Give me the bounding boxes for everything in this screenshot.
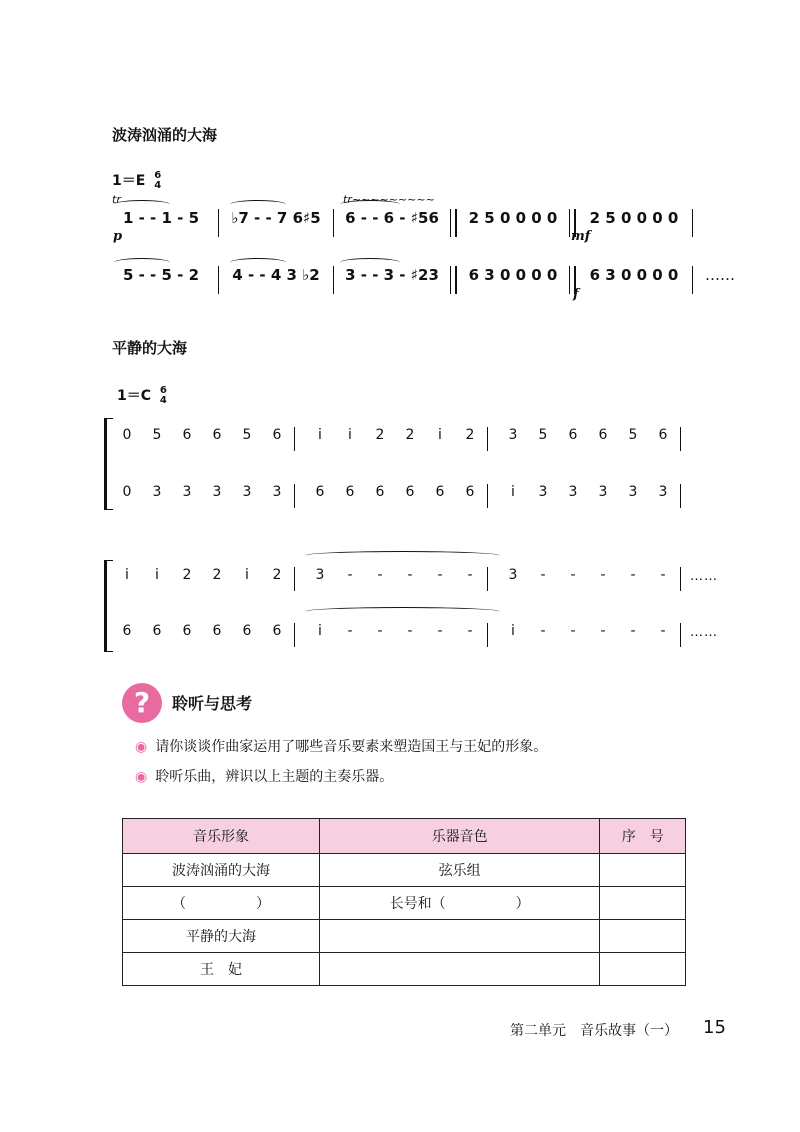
measure: ♭7 - - 7 6♯5 — [231, 209, 321, 227]
continuation-ellipsis: …… — [705, 266, 735, 284]
note: 6 — [242, 623, 252, 639]
note: 2 — [182, 567, 192, 583]
note: 6 — [182, 427, 192, 443]
note: 6 — [345, 484, 355, 500]
table-cell[interactable]: （ ） — [123, 887, 320, 920]
note: 3 — [315, 567, 325, 583]
section1-time-top: 6 — [154, 170, 162, 181]
double-barline — [450, 209, 457, 237]
barline — [487, 567, 488, 591]
note: - — [660, 623, 666, 639]
barline — [680, 427, 681, 451]
note: 5 — [628, 427, 638, 443]
note: 2 — [375, 427, 385, 443]
continuation-ellipsis: …… — [690, 569, 718, 584]
note: - — [630, 623, 636, 639]
bullet-item — [135, 736, 547, 756]
note: i — [511, 484, 515, 500]
continuation-ellipsis: …… — [690, 625, 718, 640]
barline — [680, 484, 681, 508]
section1-row2 — [112, 266, 735, 294]
note: - — [540, 567, 546, 583]
note: - — [377, 567, 383, 583]
table-cell[interactable]: 长号和（ ） — [319, 887, 600, 920]
note: i — [125, 567, 129, 583]
measure: 3 - - 3 - ♯23 — [345, 266, 439, 284]
section1-row1 — [112, 209, 701, 237]
double-barline — [450, 266, 457, 294]
think-title: 聆听与思考 — [172, 694, 253, 713]
note: 6 — [568, 427, 578, 443]
trill-mark-2: tr~~~~~~~~~ — [343, 193, 435, 206]
tie — [305, 551, 500, 560]
section1-key — [112, 170, 161, 191]
note: 6 — [658, 427, 668, 443]
note: 2 — [212, 567, 222, 583]
note: 2 — [465, 427, 475, 443]
tie — [305, 607, 500, 616]
note: i — [245, 567, 249, 583]
section2-time-top: 6 — [159, 385, 167, 396]
note: i — [438, 427, 442, 443]
note: 6 — [182, 623, 192, 639]
tie — [114, 258, 170, 267]
note: - — [407, 567, 413, 583]
note: 6 — [405, 484, 415, 500]
note: - — [630, 567, 636, 583]
system2-upper — [112, 567, 691, 591]
note: 3 — [628, 484, 638, 500]
barline — [294, 427, 295, 451]
note: 3 — [152, 484, 162, 500]
header-image: 音乐形象 — [123, 819, 320, 854]
note: 6 — [272, 623, 282, 639]
note: i — [511, 623, 515, 639]
section2-title: 平静的大海 — [112, 339, 188, 357]
bullet-text: 聆听乐曲，辨识以上主题的主奏乐器。 — [155, 769, 394, 785]
section2-key — [117, 385, 167, 406]
dynamic-f: f — [573, 287, 579, 302]
note: 3 — [658, 484, 668, 500]
note: 6 — [152, 623, 162, 639]
note: 3 — [182, 484, 192, 500]
table-cell[interactable] — [600, 854, 686, 887]
table-cell: 王 妃 — [123, 953, 320, 986]
bullet-item — [135, 766, 393, 786]
bullet-icon: ◉ — [135, 769, 148, 785]
barline — [680, 567, 681, 591]
system1-lower — [112, 484, 691, 508]
note: - — [437, 567, 443, 583]
table-row — [123, 887, 686, 920]
note: 5 — [152, 427, 162, 443]
note: 6 — [272, 427, 282, 443]
tie — [340, 200, 400, 209]
measure: 6 3 0 0 0 0 — [468, 266, 558, 284]
note: - — [660, 567, 666, 583]
note: - — [437, 623, 443, 639]
note: 3 — [272, 484, 282, 500]
barline — [487, 427, 488, 451]
section1-time-bottom: 4 — [154, 180, 162, 191]
note: 6 — [598, 427, 608, 443]
section1-title: 波涛汹涌的大海 — [112, 126, 218, 144]
measure: 6 3 0 0 0 0 — [589, 266, 679, 284]
note: - — [540, 623, 546, 639]
table-cell: 弦乐组 — [319, 854, 600, 887]
note: 5 — [242, 427, 252, 443]
note: 6 — [375, 484, 385, 500]
note: - — [570, 623, 576, 639]
table-cell[interactable] — [319, 920, 600, 953]
barline — [692, 209, 693, 237]
measure: 4 - - 4 3 ♭2 — [232, 266, 320, 284]
tie — [230, 200, 286, 209]
tie — [340, 258, 400, 267]
table-cell[interactable] — [600, 953, 686, 986]
barline — [333, 209, 334, 237]
table-row — [123, 920, 686, 953]
note: 3 — [598, 484, 608, 500]
note: - — [570, 567, 576, 583]
barline — [294, 623, 295, 647]
note: - — [600, 567, 606, 583]
table-cell: 波涛汹涌的大海 — [123, 854, 320, 887]
tie — [114, 200, 170, 209]
trill-mark-1: tr — [112, 193, 121, 206]
measure: 1 - - 1 - 5 — [122, 209, 200, 227]
note: 6 — [212, 427, 222, 443]
note: 3 — [538, 484, 548, 500]
note: - — [600, 623, 606, 639]
note: - — [467, 567, 473, 583]
barline — [487, 484, 488, 508]
table-row — [123, 854, 686, 887]
dynamic-p: p — [113, 229, 123, 244]
note: i — [318, 623, 322, 639]
note: 6 — [212, 623, 222, 639]
instrument-table — [122, 818, 686, 986]
note: 2 — [405, 427, 415, 443]
note: 3 — [568, 484, 578, 500]
system2-lower — [112, 623, 691, 647]
note: 6 — [122, 623, 132, 639]
dynamic-mf: mf — [571, 229, 591, 244]
section2-key-text: 1＝C — [117, 388, 152, 404]
barline — [294, 484, 295, 508]
barline — [487, 623, 488, 647]
barline — [218, 266, 219, 294]
note: 3 — [508, 567, 518, 583]
page-number: 15 — [703, 1017, 726, 1038]
note: - — [347, 567, 353, 583]
note: - — [407, 623, 413, 639]
table-cell: 平静的大海 — [123, 920, 320, 953]
note: 5 — [538, 427, 548, 443]
note: i — [318, 427, 322, 443]
system1-upper — [112, 427, 691, 451]
note: 0 — [122, 484, 132, 500]
note: 3 — [508, 427, 518, 443]
note: i — [348, 427, 352, 443]
table-cell[interactable] — [600, 887, 686, 920]
barline — [680, 623, 681, 647]
note: 3 — [242, 484, 252, 500]
table-cell[interactable] — [319, 953, 600, 986]
barline — [692, 266, 693, 294]
footer-unit: 第二单元 音乐故事（一） — [510, 1023, 678, 1039]
barline — [218, 209, 219, 237]
measure: 6 - - 6 - ♯56 — [345, 209, 439, 227]
question-icon: ? — [122, 683, 162, 723]
measure: 2 5 0 0 0 0 — [468, 209, 558, 227]
note: - — [377, 623, 383, 639]
barline — [333, 266, 334, 294]
bullet-icon: ◉ — [135, 739, 148, 755]
note: 6 — [315, 484, 325, 500]
note: - — [347, 623, 353, 639]
section2-time-bottom: 4 — [159, 395, 167, 406]
tie — [230, 258, 286, 267]
note: i — [155, 567, 159, 583]
table-row — [123, 953, 686, 986]
measure: 2 5 0 0 0 0 — [589, 209, 679, 227]
note: 0 — [122, 427, 132, 443]
note: 6 — [435, 484, 445, 500]
note: 3 — [212, 484, 222, 500]
bullet-text: 请你谈谈作曲家运用了哪些音乐要素来塑造国王与王妃的形象。 — [155, 739, 548, 755]
section1-key-text: 1＝E — [112, 173, 146, 189]
header-number: 序 号 — [600, 819, 686, 854]
note: 2 — [272, 567, 282, 583]
measure: 5 - - 5 - 2 — [122, 266, 200, 284]
barline — [294, 567, 295, 591]
note: 6 — [465, 484, 475, 500]
header-timbre: 乐器音色 — [319, 819, 600, 854]
note: - — [467, 623, 473, 639]
table-cell[interactable] — [600, 920, 686, 953]
